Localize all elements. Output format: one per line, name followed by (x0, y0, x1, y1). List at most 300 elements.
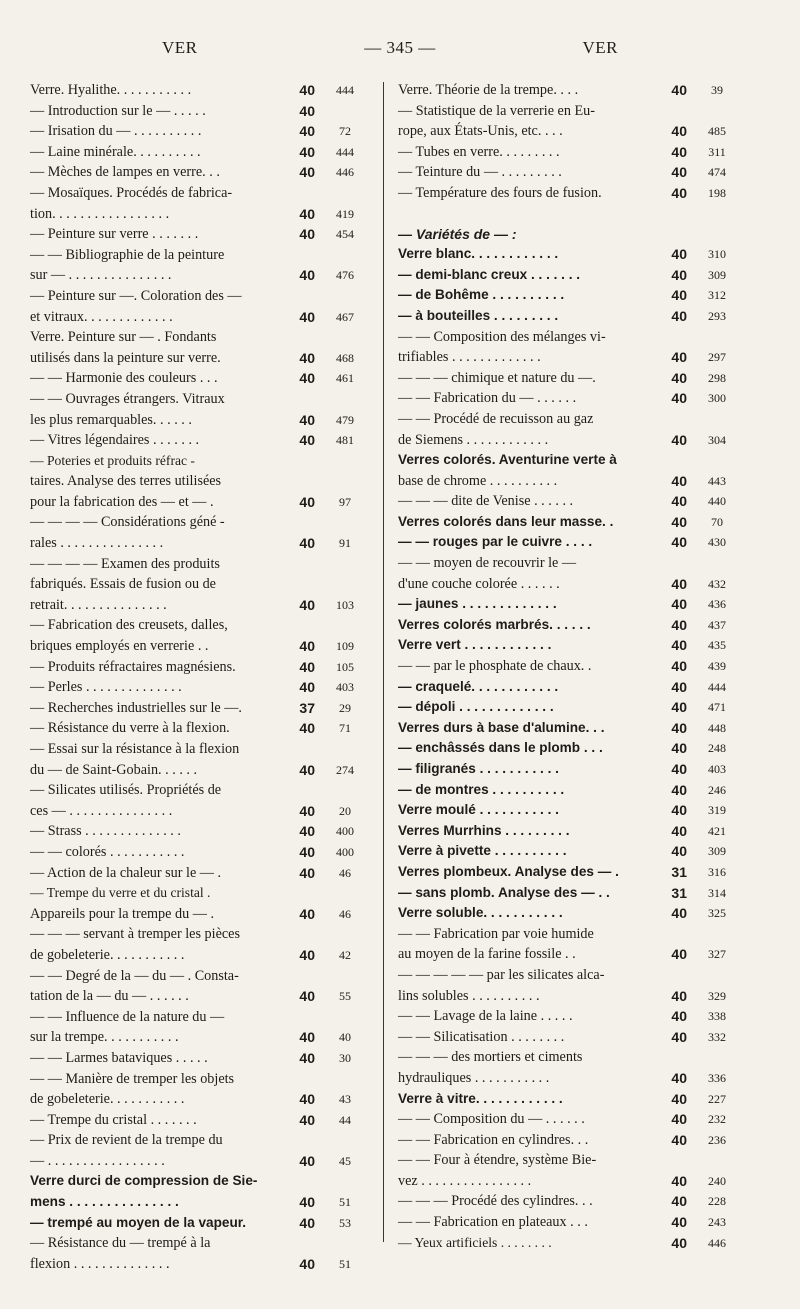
page-reference: 70 (711, 514, 723, 529)
index-entry (30, 327, 370, 348)
volume-number: 40 (671, 575, 687, 592)
volume-number: 40 (671, 349, 687, 366)
entry-text: — — Lavage de la laine . . . . . (398, 1008, 573, 1025)
index-entry (398, 450, 742, 471)
index-entry (30, 1130, 370, 1151)
volume-number: 40 (299, 1029, 315, 1046)
entry-text: — Tubes en verre. . . . . . . . . (398, 143, 560, 160)
entry-text: — — — servant à tremper les pièces (30, 926, 240, 943)
page-reference: 446 (708, 1235, 726, 1250)
entry-text: Verre moulé . . . . . . . . . . . (398, 802, 559, 818)
index-entry (398, 965, 742, 986)
entry-text: trifiables . . . . . . . . . . . . . (398, 349, 541, 366)
volume-number: 40 (299, 1255, 315, 1272)
index-entry (30, 1254, 370, 1275)
volume-number: 40 (299, 143, 315, 160)
index-entry (30, 1007, 370, 1028)
volume-number: 40 (671, 822, 687, 839)
page-reference: 471 (708, 700, 726, 715)
entry-text: — Prix de revient de la trempe du (30, 1132, 223, 1149)
volume-number: 40 (671, 1172, 687, 1189)
volume-number: 40 (671, 1111, 687, 1128)
header-left: VER (162, 38, 198, 57)
index-entry (398, 327, 742, 348)
volume-number: 40 (671, 616, 687, 633)
page-reference: 336 (708, 1070, 726, 1085)
volume-number: 40 (299, 1152, 315, 1169)
entry-text: Appareils pour la trempe du — . (30, 905, 214, 922)
index-entry (30, 80, 370, 101)
volume-number: 40 (671, 802, 687, 819)
index-entry (398, 491, 742, 512)
volume-number: 40 (671, 493, 687, 510)
entry-text: briques employés en verrerie . . (30, 638, 209, 655)
index-entry (398, 409, 742, 430)
entry-text: — Irisation du — . . . . . . . . . . (30, 123, 202, 140)
index-entry (30, 142, 370, 163)
index-entry (30, 924, 370, 945)
index-entry (398, 924, 742, 945)
running-header (52, 38, 748, 64)
page-reference: 338 (708, 1009, 726, 1024)
page-reference: 479 (336, 412, 354, 427)
volume-number: 40 (299, 267, 315, 284)
entry-text: — — Manière de tremper les objets (30, 1070, 235, 1087)
volume-number: 40 (299, 761, 315, 778)
index-entry (30, 966, 370, 987)
volume-number: 40 (299, 102, 315, 119)
index-entry (398, 388, 742, 409)
page-reference: 403 (336, 680, 354, 695)
index-entry (398, 306, 742, 327)
page-reference: 400 (336, 844, 354, 859)
page-reference: 310 (708, 247, 726, 262)
index-entry (398, 471, 742, 492)
entry-text: — trempé au moyen de la vapeur. (30, 1214, 247, 1230)
entry-text: — demi-blanc creux . . . . . . . (398, 266, 581, 282)
page-reference: 435 (708, 638, 726, 653)
entry-text: — — Silicatisation . . . . . . . . (398, 1028, 565, 1045)
index-entry (398, 142, 742, 163)
entry-text: fabriqués. Essais de fusion ou de (30, 576, 216, 593)
index-entry (398, 553, 742, 574)
index-entry (30, 1089, 370, 1110)
volume-number: 40 (671, 82, 687, 98)
page-reference: 246 (708, 782, 726, 797)
entry-text: hydrauliques . . . . . . . . . . . (398, 1069, 550, 1086)
volume-number: 40 (671, 1008, 687, 1025)
page-reference: 304 (708, 432, 726, 447)
index-entry (30, 533, 370, 554)
volume-number: 40 (299, 946, 315, 963)
index-entry (30, 986, 370, 1007)
page-reference: 300 (708, 391, 726, 406)
page-reference: 403 (708, 762, 726, 776)
index-entry (30, 863, 370, 884)
index-entry (30, 451, 370, 472)
entry-text: tion. . . . . . . . . . . . . . . . . (30, 205, 170, 222)
entry-text: — Température des fours de fusion. (398, 184, 602, 201)
entry-text: — — — — Examen des produits (30, 555, 220, 572)
page-reference: 45 (339, 1153, 351, 1168)
index-entry (30, 801, 370, 822)
volume-number: 40 (671, 905, 687, 922)
index-entry (398, 368, 742, 389)
volume-number: 40 (671, 761, 687, 777)
entry-text: Verre. Hyalithe. . . . . . . . . . . (30, 82, 192, 98)
entry-text: — Peinture sur verre . . . . . . . (30, 226, 199, 243)
entry-text: — — — — Considérations géné - (30, 514, 225, 531)
page-reference: 51 (339, 1195, 351, 1210)
index-entry (30, 780, 370, 801)
index-entry (30, 883, 370, 904)
index-entry (30, 904, 370, 925)
page-reference: 316 (708, 864, 726, 879)
volume-number: 40 (299, 226, 315, 243)
entry-text: Verre durci de compression de Sie- (30, 1173, 258, 1189)
index-entry (30, 760, 370, 781)
index-entry (30, 224, 370, 245)
index-entry (30, 286, 370, 307)
index-entry (398, 183, 742, 204)
entry-text: — . . . . . . . . . . . . . . . . . (30, 1152, 165, 1169)
index-entry (30, 1213, 370, 1234)
entry-text: — Statistique de la verrerie en Eu- (398, 102, 595, 119)
volume-number: 40 (299, 638, 315, 655)
volume-number: 40 (299, 988, 315, 1005)
right-column (398, 80, 742, 1253)
volume-number: 40 (299, 493, 315, 510)
page-reference: 46 (339, 906, 351, 921)
page-reference: 309 (708, 267, 726, 282)
volume-number: 40 (299, 82, 315, 98)
index-entry (398, 1006, 742, 1027)
volume-number: 40 (299, 596, 315, 613)
entry-text: — — Fabrication du — . . . . . . (398, 390, 577, 407)
index-entry (30, 1192, 370, 1213)
entry-text: mens . . . . . . . . . . . . . . . (30, 1194, 179, 1210)
index-entry (398, 1130, 742, 1151)
index-entry (30, 718, 370, 739)
page-reference: 481 (336, 433, 354, 448)
index-entry (398, 224, 742, 245)
page-reference: 419 (336, 206, 354, 221)
index-entry (398, 883, 742, 904)
index-entry (30, 368, 370, 389)
page-reference: 40 (339, 1030, 351, 1045)
index-entry (398, 759, 742, 780)
volume-number: 40 (671, 246, 687, 263)
entry-text: — — — Procédé des cylindres. . . (398, 1193, 593, 1210)
index-entry (398, 615, 742, 636)
entry-text: base de chrome . . . . . . . . . . (398, 472, 558, 489)
column-divider (383, 82, 384, 1242)
index-entry (398, 574, 742, 595)
page-reference: 236 (708, 1132, 726, 1147)
page-reference: 44 (339, 1112, 351, 1127)
index-entry (398, 121, 742, 142)
entry-text: — — Composition des mélanges vi- (398, 328, 606, 345)
volume-number: 40 (671, 534, 687, 551)
page-reference: 325 (708, 906, 726, 921)
entry-text: — Trempe du verre et du cristal . (30, 885, 211, 901)
entry-text: sur — . . . . . . . . . . . . . . . (30, 267, 172, 284)
page-reference: 476 (336, 268, 354, 283)
index-entry (398, 594, 742, 615)
index-entry (30, 1069, 370, 1090)
index-entry (30, 1233, 370, 1254)
page-reference: 30 (339, 1050, 351, 1065)
page-reference: 43 (339, 1092, 351, 1107)
entry-text: — — par le phosphate de chaux. . (398, 658, 592, 675)
entry-text: — — — des mortiers et ciments (398, 1049, 583, 1066)
index-entry (398, 944, 742, 965)
volume-number: 31 (671, 884, 687, 901)
page-reference: 432 (708, 576, 726, 591)
page-reference: 400 (336, 824, 354, 839)
volume-number: 40 (299, 370, 315, 387)
entry-text: — dépoli . . . . . . . . . . . . . (398, 699, 554, 715)
page-reference: 232 (708, 1112, 726, 1127)
entry-text: Verre à vitre. . . . . . . . . . . . (398, 1090, 563, 1106)
volume-number: 40 (671, 637, 687, 654)
volume-number: 40 (299, 1194, 315, 1211)
page-reference: 329 (708, 988, 726, 1003)
index-entry (30, 821, 370, 842)
page-reference: 55 (339, 989, 351, 1004)
page-reference: 319 (708, 803, 726, 818)
page-reference: 485 (708, 124, 726, 139)
volume-number: 40 (671, 143, 687, 160)
page-reference: 311 (708, 144, 726, 159)
entry-text: — Peinture sur —. Coloration des — (30, 287, 242, 304)
index-entry (398, 656, 742, 677)
volume-number: 40 (299, 823, 315, 840)
index-entry (30, 615, 370, 636)
page-reference: 39 (711, 83, 723, 97)
page-reference: 91 (339, 536, 351, 551)
volume-number: 40 (671, 123, 687, 140)
entry-text: — Introduction sur le — . . . . . (30, 102, 206, 119)
entry-text: — de Bohême . . . . . . . . . . (398, 287, 565, 303)
index-entry (30, 245, 370, 266)
volume-number: 40 (299, 123, 315, 140)
page-reference: 439 (708, 659, 726, 674)
entry-text: les plus remarquables. . . . . . (30, 411, 192, 428)
volume-number: 40 (299, 679, 315, 696)
page-reference: 274 (336, 762, 354, 777)
index-entry (398, 986, 742, 1007)
index-entry (398, 430, 742, 451)
index-entry (30, 1027, 370, 1048)
index-entry (30, 842, 370, 863)
index-entry (30, 512, 370, 533)
volume-number: 40 (299, 432, 315, 449)
entry-text: — — — — — par les silicates alca- (398, 966, 605, 983)
page-reference: 109 (336, 639, 354, 654)
index-entry (398, 1109, 742, 1130)
entry-text: Verre blanc. . . . . . . . . . . . (398, 246, 559, 262)
index-entry (398, 512, 742, 533)
entry-text: — Produits réfractaires magnésiens. (30, 658, 236, 675)
entry-text: — — Four à étendre, système Bie- (398, 1152, 597, 1169)
volume-number: 40 (671, 287, 687, 304)
entry-text: rope, aux États-Unis, etc. . . . (398, 123, 563, 140)
entry-text: — sans plomb. Analyse des — . . (398, 884, 610, 900)
page-reference: 436 (708, 597, 726, 612)
volume-number: 40 (299, 308, 315, 325)
index-entry (30, 265, 370, 286)
index-entry (398, 1047, 742, 1068)
index-entry (398, 677, 742, 698)
entry-text: — — Larmes bataviques . . . . . (30, 1049, 208, 1066)
index-entry (30, 739, 370, 760)
index-entry (30, 595, 370, 616)
page-reference: 105 (336, 659, 354, 674)
page-reference: 309 (708, 844, 726, 859)
page-reference: 227 (708, 1091, 726, 1106)
page-reference: 53 (339, 1215, 351, 1230)
index-entry (30, 574, 370, 595)
page-reference: 248 (708, 741, 726, 756)
index-entry (398, 244, 742, 265)
entry-text: d'une couche colorée . . . . . . (398, 575, 560, 592)
index-entry (398, 862, 742, 883)
page-reference: 444 (708, 679, 726, 694)
index-entry (30, 471, 370, 492)
volume-number: 40 (671, 678, 687, 695)
entry-text: de gobeleterie. . . . . . . . . . . (30, 946, 185, 963)
entry-text: — Action de la chaleur sur le — . (30, 864, 222, 881)
entry-text: — — Composition du — . . . . . . (398, 1111, 585, 1128)
entry-text: Verre vert . . . . . . . . . . . . (398, 637, 552, 653)
entry-text: — Poteries et produits réfrac - (30, 452, 195, 468)
volume-number: 40 (671, 472, 687, 489)
entry-text: — Strass . . . . . . . . . . . . . . (30, 823, 181, 840)
entry-text: — Trempe du cristal . . . . . . . (30, 1111, 197, 1128)
page-reference: 327 (708, 947, 726, 962)
page-reference: 443 (708, 473, 726, 488)
entry-text: taires. Analyse des terres utilisées (30, 473, 222, 490)
entry-text: Verres colorés dans leur masse. . (398, 513, 614, 529)
page-reference: 332 (708, 1029, 726, 1044)
volume-number: 40 (299, 843, 315, 860)
index-entry (30, 410, 370, 431)
page-reference: 421 (708, 823, 726, 838)
volume-number: 40 (671, 1214, 687, 1231)
volume-number: 40 (671, 1234, 687, 1251)
index-entry (30, 1110, 370, 1131)
entry-text: — — Procédé de recuisson au gaz (398, 410, 594, 427)
section-heading: — Variétés de — : (398, 225, 517, 242)
page-reference: 440 (708, 494, 726, 509)
volume-number: 40 (671, 266, 687, 283)
entry-text: — Laine minérale. . . . . . . . . . (30, 143, 201, 160)
volume-number: 40 (299, 720, 315, 737)
page-reference: 228 (708, 1194, 726, 1209)
entry-text: Verre. Théorie de la trempe. . . . (398, 82, 579, 98)
page-reference: 461 (336, 371, 354, 386)
volume-number: 40 (671, 513, 687, 530)
entry-text: — — rouges par le cuivre . . . . (398, 534, 593, 550)
index-entry (30, 348, 370, 369)
index-entry (30, 1171, 370, 1192)
index-entry (398, 101, 742, 122)
index-entry (30, 430, 370, 451)
index-entry (30, 121, 370, 142)
page-reference: 240 (708, 1173, 726, 1188)
volume-number: 40 (671, 843, 687, 860)
header-right: VER (582, 38, 618, 57)
index-entry (30, 101, 370, 122)
entry-text: — — — chimique et nature du —. (398, 369, 596, 386)
volume-number: 40 (299, 1214, 315, 1231)
volume-number: 40 (671, 307, 687, 324)
entry-text: rales . . . . . . . . . . . . . . . (30, 535, 164, 552)
entry-text: Verres colorés marbrés. . . . . . (398, 616, 591, 632)
index-entry (398, 635, 742, 656)
entry-text: — Yeux artificiels . . . . . . . . (398, 1234, 552, 1250)
index-entry (398, 265, 742, 286)
entry-text: — — Fabrication en plateaux . . . (398, 1214, 588, 1231)
volume-number: 40 (671, 781, 687, 798)
entry-text: — filigranés . . . . . . . . . . . (398, 761, 559, 776)
index-entry (398, 162, 742, 183)
volume-number: 40 (671, 164, 687, 181)
volume-number: 40 (671, 699, 687, 716)
volume-number: 37 (299, 699, 315, 716)
index-entry (398, 1089, 742, 1110)
entry-text: — Fabrication des creusets, dalles, (30, 617, 228, 634)
index-entry (30, 636, 370, 657)
volume-number: 40 (671, 1131, 687, 1148)
page-reference: 444 (336, 144, 354, 159)
page-reference: 474 (708, 165, 726, 180)
page-reference: 430 (708, 535, 726, 550)
entry-text: — Perles . . . . . . . . . . . . . . (30, 679, 182, 696)
page-reference: 46 (339, 865, 351, 880)
index-entry (30, 183, 370, 204)
entry-text: — — colorés . . . . . . . . . . . (30, 843, 185, 860)
entry-text: sur la trempe. . . . . . . . . . . (30, 1029, 179, 1046)
volume-number: 40 (299, 1091, 315, 1108)
entry-text: — Mosaïques. Procédés de fabrica- (30, 184, 233, 201)
entry-text: — — moyen de recouvrir le — (398, 555, 577, 572)
entry-text: Verre à pivette . . . . . . . . . . (398, 843, 567, 859)
page-reference: 446 (336, 165, 354, 180)
index-entry (398, 800, 742, 821)
entry-text: — — Degré de la — du — . Consta- (30, 967, 239, 984)
page-reference: 29 (339, 700, 351, 715)
entry-text: lins solubles . . . . . . . . . . (398, 987, 540, 1004)
volume-number: 40 (671, 740, 687, 757)
entry-text: Verres colorés. Aventurine verte à (398, 452, 617, 468)
volume-number: 31 (671, 863, 687, 880)
left-column (30, 80, 370, 1274)
entry-text: — Teinture du — . . . . . . . . . (398, 164, 562, 181)
page-reference: 20 (339, 803, 351, 818)
index-entry (398, 1150, 742, 1171)
entry-text: — Mèches de lampes en verre. . . (30, 164, 220, 181)
page-reference: 467 (336, 309, 354, 324)
page-reference: 103 (336, 597, 354, 612)
volume-number: 40 (671, 1090, 687, 1107)
index-entry (398, 1068, 742, 1089)
entry-text: — Silicates utilisés. Propriétés de (30, 782, 222, 799)
entry-text: utilisés dans la peinture sur verre. (30, 349, 221, 366)
entry-text: Verre. Peinture sur — . Fondants (30, 329, 217, 346)
volume-number: 40 (671, 390, 687, 407)
